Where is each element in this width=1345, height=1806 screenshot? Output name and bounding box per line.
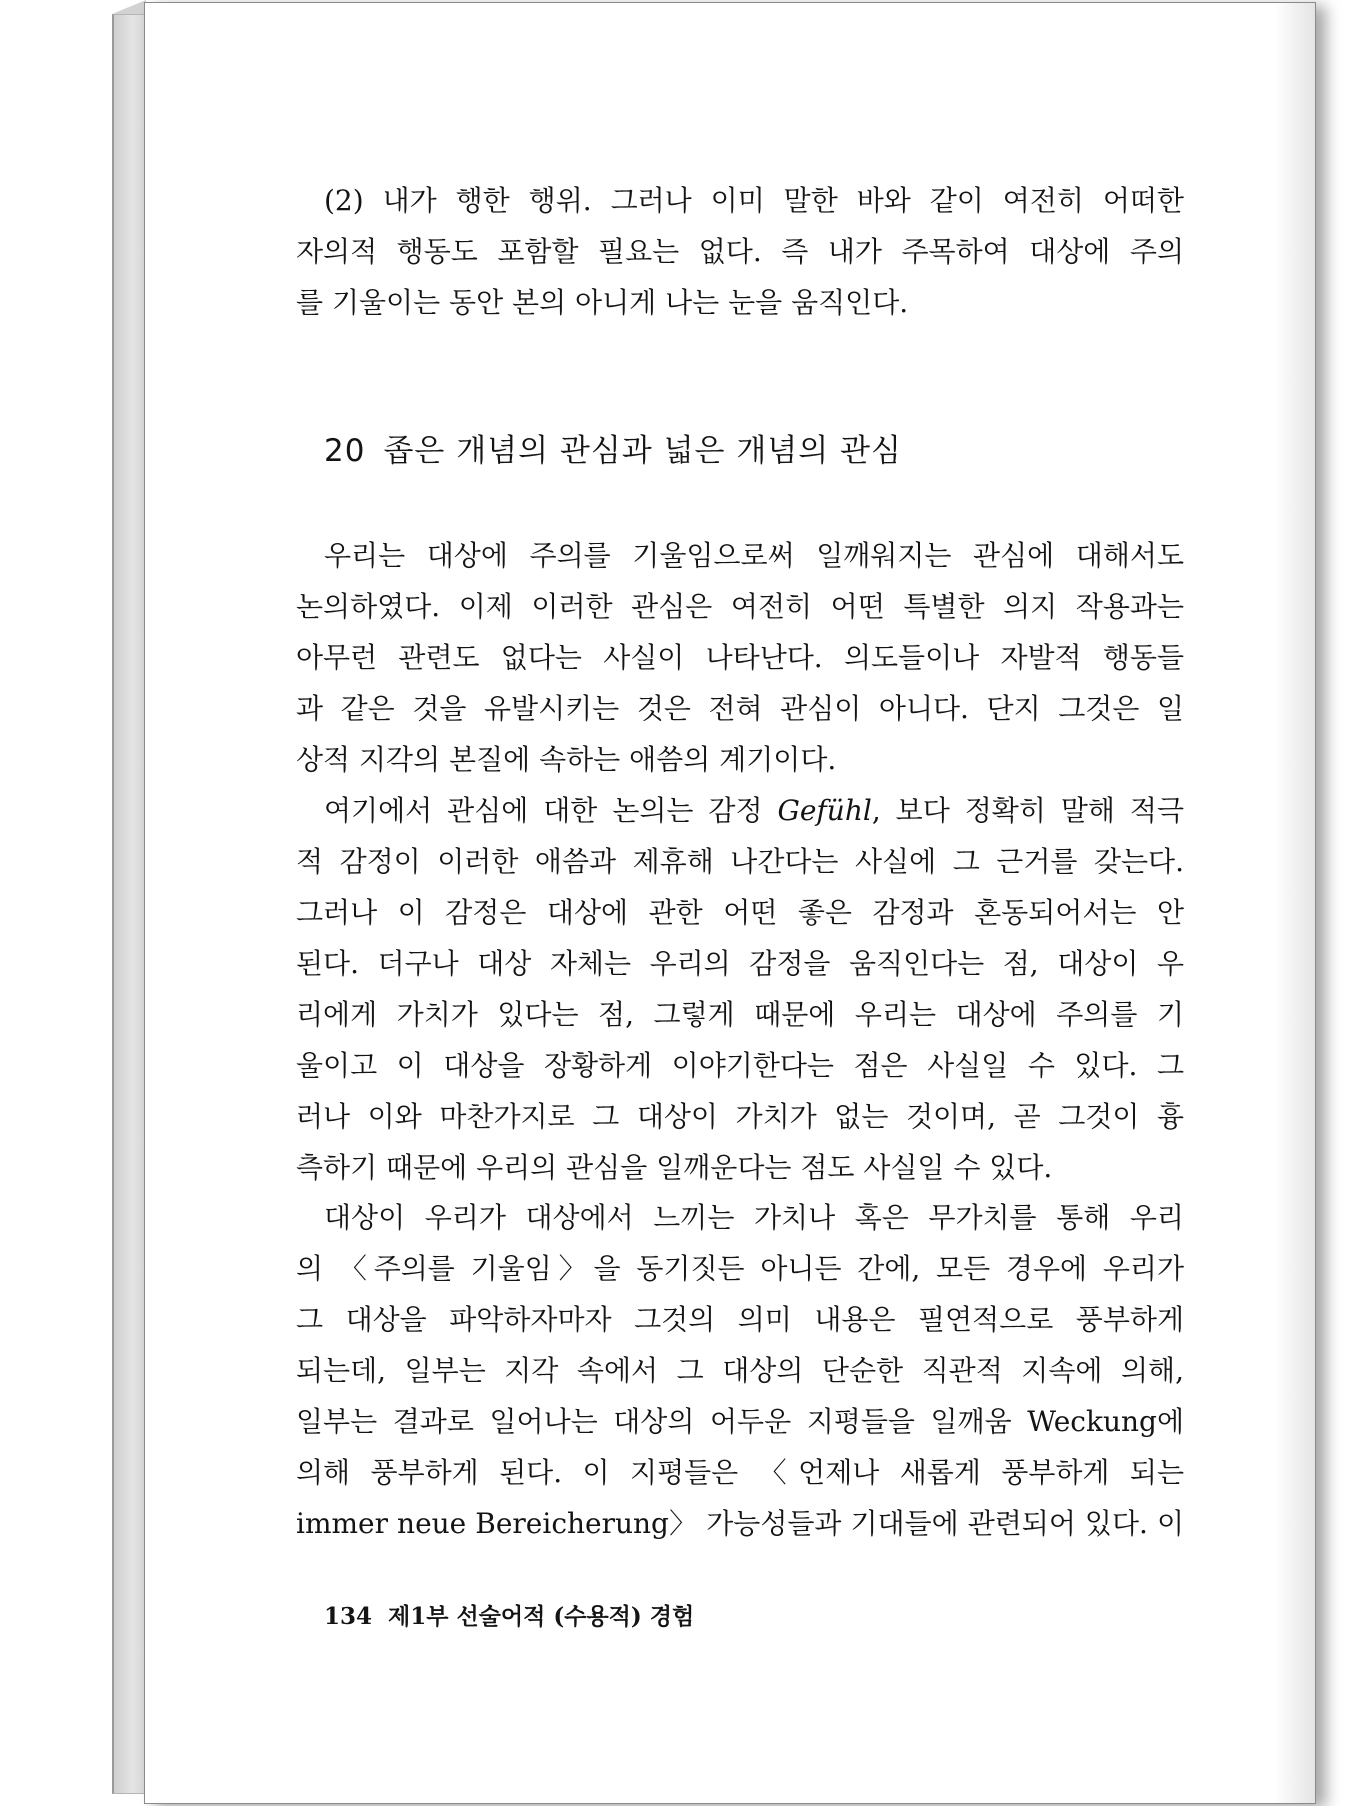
text-line: 논의하였다. 이제 이러한 관심은 여전히 어떤 특별한 의지 작용과는 [296, 590, 1184, 623]
text-line: 를 기울이는 동안 본의 아니게 나는 눈을 움직인다. [296, 286, 909, 319]
text-line: (2) 내가 행한 행위. 그러나 이미 말한 바와 같이 여전히 어떠한 [324, 184, 1184, 217]
text-segment: 여기에서 관심에 대한 논의는 감정 [324, 794, 778, 827]
text-line: 의 〈주의를 기울임〉을 동기짓든 아니든 간에, 모든 경우에 우리가 [296, 1252, 1184, 1285]
paragraph-1 [296, 530, 1184, 785]
text-line: 그 대상을 파악하자마자 그것의 의미 내용은 필연적으로 풍부하게 [296, 1303, 1184, 1336]
text-line: 대상이 우리가 대상에서 느끼는 가치나 혹은 무가치를 통해 우리 [324, 1201, 1184, 1234]
page-shade [1275, 3, 1315, 1803]
text-line: 과 같은 것을 유발시키는 것은 전혀 관심이 아니다. 단지 그것은 일 [296, 692, 1184, 725]
text-line: 된다. 더구나 대상 자체는 우리의 감정을 움직인다는 점, 대상이 우 [296, 947, 1184, 980]
section-title: 좁은 개념의 관심과 넓은 개념의 관심 [383, 433, 902, 469]
text-line: 의해 풍부하게 된다. 이 지평들은 〈언제나 새롭게 풍부하게 되는 [296, 1456, 1184, 1489]
text-line: 자의적 행동도 포함할 필요는 없다. 즉 내가 주목하여 대상에 주의 [296, 235, 1184, 268]
text-line: 러나 이와 마찬가지로 그 대상이 가치가 없는 것이며, 곧 그것이 흉 [296, 1100, 1184, 1133]
page-number: 134 [324, 1603, 373, 1630]
paragraph-3 [296, 1192, 1184, 1549]
running-title: 제1부 선술어적 (수용적) 경험 [388, 1603, 695, 1630]
book-spine [112, 14, 148, 1794]
book-spine-top [112, 0, 146, 14]
text-line: 우리는 대상에 주의를 기울임으로써 일깨워지는 관심에 대해서도 [324, 539, 1184, 572]
text-line: 측하기 때문에 우리의 관심을 일깨운다는 점도 사실일 수 있다. [296, 1151, 1053, 1184]
text-segment: , 보다 정확히 말해 적극 [871, 794, 1184, 827]
italic-term: Gefühl [777, 794, 872, 827]
section-heading [324, 425, 902, 470]
text-line: immer neue Bereicherung〉 가능성들과 기대들에 관련되어 있다. 이 [296, 1507, 1184, 1540]
page-footer [324, 1598, 694, 1631]
text-line: 상적 지각의 본질에 속하는 애씀의 계기이다. [296, 743, 837, 776]
paragraph-2 [296, 785, 1184, 1193]
text-line: 아무런 관련도 없다는 사실이 나타난다. 의도들이나 자발적 행동들 [296, 641, 1184, 674]
text-line: 적 감정이 이러한 애씀과 제휴해 나간다는 사실에 그 근거를 갖는다. [296, 845, 1184, 878]
text-line: 리에게 가치가 있다는 점, 그렇게 때문에 우리는 대상에 주의를 기 [296, 998, 1184, 1031]
text-line: 그러나 이 감정은 대상에 관한 어떤 좋은 감정과 혼동되어서는 안 [296, 896, 1184, 929]
text-line: 울이고 이 대상을 장황하게 이야기한다는 점은 사실일 수 있다. 그 [296, 1049, 1184, 1082]
text-line: 되는데, 일부는 지각 속에서 그 대상의 단순한 직관적 지속에 의해, [296, 1354, 1184, 1387]
text-line: 일부는 결과로 일어나는 대상의 어두운 지평들을 일깨움 Weckung에 [296, 1405, 1184, 1438]
text-line [296, 785, 1184, 836]
paragraph-item-2 [296, 175, 1184, 328]
section-number: 20 [324, 433, 366, 469]
